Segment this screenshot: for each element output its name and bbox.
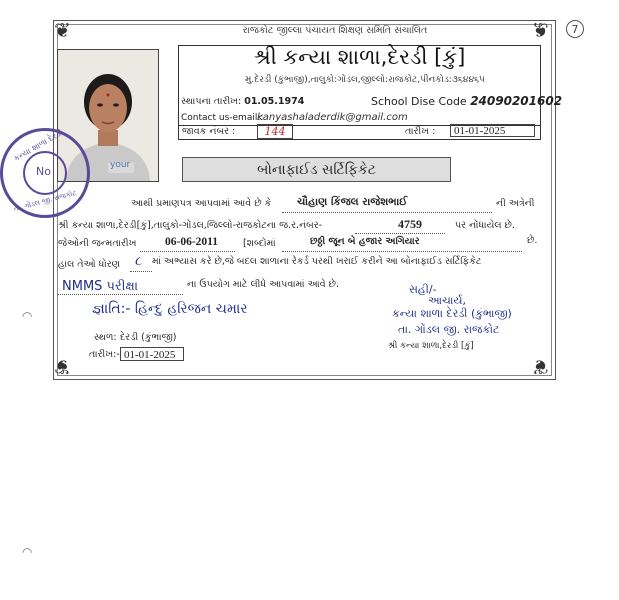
place-value: દેરડી (કુંભાજી)	[120, 332, 177, 343]
stamp-ring-text: કન્યા શાળા દેરડી	[12, 127, 65, 164]
place-date: 01-01-2025	[120, 347, 184, 361]
school-address: મુ.દેરડી (કુંભાજી),તાલુકો:ગોંડલ,જીલ્લો:રાજકોટ,પીનકોડ:૩૬૪૪૬૫	[245, 75, 485, 85]
margin-mark-icon: ◠	[22, 309, 33, 323]
issue-date: 01-01-2025	[450, 124, 535, 137]
corner-ornament-icon: ❦	[54, 355, 71, 379]
school-name: શ્રી કન્યા શાળા,દેરડી [કું]	[253, 45, 466, 69]
student-name: ચૌહાણ કિંજલ રાજેશભાઈ	[297, 196, 408, 208]
stamp-bottom-text: તા. ગોંડલ જી. રાજકોટ	[12, 188, 78, 214]
dise-value: 24090201602	[470, 94, 563, 108]
page-number-badge: 7	[566, 20, 584, 38]
certificate-title: બોનાફાઈડ સર્ટિફિકેટ	[182, 157, 451, 182]
signature-title: આચાર્ય,	[428, 294, 466, 307]
dise-label: School Dise Code	[371, 95, 467, 108]
purpose-handwritten: NMMS પરીક્ષા	[62, 279, 139, 294]
governing-authority: રાજકોટ જીલ્લા પંચાયત શિક્ષણ સમિતિ સંચાલિત	[242, 25, 428, 36]
signature-scribble: સહી/-	[409, 283, 437, 296]
corner-ornament-icon: ❦	[532, 355, 549, 379]
margin-mark-icon: ◠	[22, 545, 33, 559]
outward-number: 144	[257, 124, 293, 139]
signature-school: કન્યા શાળા દેરડી (કુંભાજી)	[392, 307, 512, 320]
established-value: 01.05.1974	[244, 96, 305, 107]
place-date-label: તારીખ:-	[89, 349, 120, 360]
stamp-center-text: No	[36, 165, 51, 178]
body-line1-suffix: ની અત્રેની	[496, 198, 535, 209]
established-date	[181, 96, 304, 107]
issue-date-label: તારીખ :	[405, 126, 436, 137]
place-label: સ્થળ:	[94, 332, 117, 343]
school-stamp	[0, 128, 90, 218]
birth-date: 06-06-2011	[165, 236, 219, 248]
caste-handwritten: જ્ઞાતિ:- હિન્દુ હરિજન ચમાર	[92, 301, 248, 317]
birth-date-words: છઠ્ઠી જૂન બે હજાર અગિયાર	[310, 236, 420, 247]
signature-school-print: શ્રી કન્યા શાળા,દેરડી [કું]	[388, 341, 474, 351]
signature-taluka: તા. ગોંડલ જી. રાજકોટ	[398, 323, 500, 336]
body-line4-prefix: હાલ તેઓ ધોરણ	[58, 259, 120, 270]
body-line3-prefix: જેઓની જન્મતારીખ	[58, 238, 137, 249]
outward-number-label: જાવક નંબર :	[182, 126, 236, 137]
shirt-print: your	[110, 160, 131, 170]
established-label: સ્થાપના તારીખ:	[181, 96, 242, 107]
fill-line	[140, 251, 235, 252]
fill-line	[282, 212, 492, 213]
school-email: kanyashaladerdik@gmail.com	[257, 112, 408, 123]
body-line2-suffix: પર નોંધાયેલ છે.	[455, 220, 515, 231]
contact-label: Contact us-email::	[181, 113, 264, 123]
register-number: 4759	[398, 217, 422, 231]
body-line2-prefix: શ્રી કન્યા શાળા,દેરડી[કું],તાલુકો-ગોંડલ,જિલ્લો-રાજકોટના જ.ર.નંબર-	[58, 220, 323, 231]
fill-line	[58, 294, 183, 295]
body-line5-suffix: ના ઉપયોગ માટે લીધે આપવામાં આવે છે.	[187, 279, 340, 290]
body-line1-prefix: આથી પ્રમાણપત્ર આપવામાં આવે છે કે	[131, 198, 272, 209]
body-line3-suffix: છે.	[527, 235, 538, 246]
corner-ornament-icon: ❦	[532, 18, 549, 42]
fill-line	[282, 251, 522, 252]
body-line4-suffix: માં અભ્યાસ કરે છે,જે બદલ શાળાના રેકર્ડ પરથી ખરાઈ કરીને આ બોનાફાઈડ સર્ટિફિકેટ	[152, 256, 482, 267]
words-label: [શબ્દોમાં	[243, 238, 276, 249]
standard-handwritten: ૮	[135, 254, 143, 269]
corner-ornament-icon: ❦	[54, 18, 71, 42]
fill-line	[130, 271, 152, 272]
fill-line	[355, 233, 445, 234]
dise-code	[371, 94, 562, 108]
